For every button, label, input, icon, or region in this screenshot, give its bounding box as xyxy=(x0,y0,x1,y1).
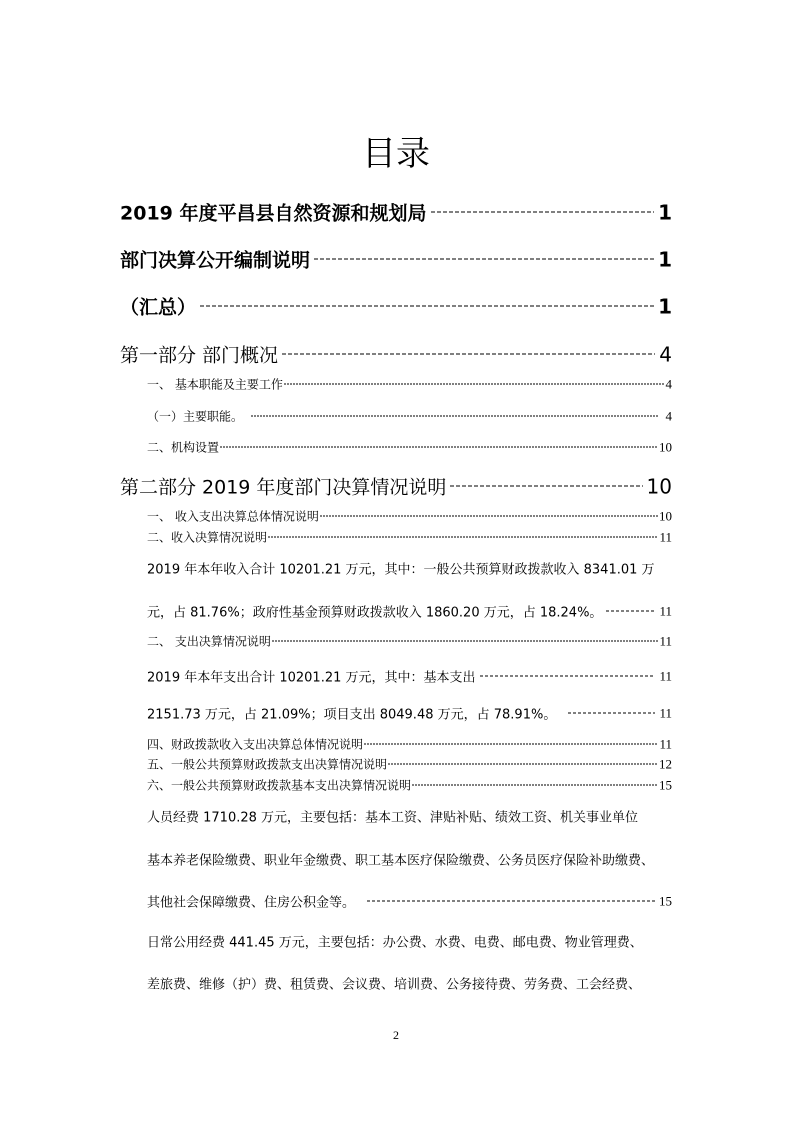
dot-leader xyxy=(268,537,658,538)
toc-entry[interactable] xyxy=(147,756,672,773)
dot-leader xyxy=(282,354,655,355)
toc-entry-text[interactable]: 差旅费、维修（护）费、租赁费、会议费、培训费、公务接待费、劳务费、工会经费、 xyxy=(147,977,642,993)
toc-entry-text: 二、机构设置 xyxy=(147,440,220,455)
toc-entry-text: 元，占 81.76%；政府性基金预算财政拨款收入 1860.20 万元，占 18.24%。 xyxy=(147,605,603,621)
toc-page-number: 4 xyxy=(665,408,672,423)
dot-leader xyxy=(480,676,656,677)
toc-page-number: 4 xyxy=(665,376,672,391)
dot-leader xyxy=(272,641,659,642)
toc-entry[interactable] xyxy=(147,508,672,525)
dot-leader xyxy=(388,764,658,765)
toc-entry[interactable] xyxy=(147,529,672,546)
toc-entry-text: 2151.73 万元，占 21.09%；项目支出 8049.48 万元，占 78.91%。 xyxy=(147,707,557,723)
dot-leader xyxy=(364,744,658,745)
toc-page-number: 11 xyxy=(659,668,672,683)
toc-page-number: 1 xyxy=(658,294,672,318)
toc-page-number: 11 xyxy=(659,736,672,751)
dot-leader xyxy=(251,416,657,417)
toc-page-number: 11 xyxy=(659,529,672,544)
toc-entry[interactable] xyxy=(147,408,672,425)
toc-entry[interactable] xyxy=(147,704,672,723)
toc-page-number: 11 xyxy=(659,705,672,720)
toc-entry[interactable] xyxy=(120,473,672,500)
toc-entry-text: 2019 年度平昌县自然资源和规划局 xyxy=(120,202,427,225)
toc-page-number: 4 xyxy=(659,342,672,366)
toc-entry[interactable] xyxy=(147,667,672,686)
dot-leader xyxy=(320,516,658,517)
toc-page-number: 10 xyxy=(659,508,672,523)
toc-page-number: 10 xyxy=(646,474,672,498)
toc-entry[interactable] xyxy=(147,633,672,650)
toc-entry[interactable] xyxy=(120,293,672,320)
toc-entry[interactable] xyxy=(147,602,672,621)
dot-leader xyxy=(220,447,658,448)
toc-entry-text: 2019 年本年支出合计 10201.21 万元，其中：基本支出 xyxy=(147,670,476,686)
toc-entry-text: 一、 收入支出决算总体情况说明 xyxy=(147,509,319,524)
toc-entry-text: 五、一般公共预算财政拨款支出决算情况说明 xyxy=(147,757,388,772)
toc-entry[interactable] xyxy=(147,736,672,753)
toc-entry-text[interactable]: 日常公用经费 441.45 万元，主要包括：办公费、水费、电费、邮电费、物业管理费、 xyxy=(147,935,643,951)
dot-leader xyxy=(568,713,655,714)
toc-page-number: 1 xyxy=(658,247,672,271)
toc-page-number: 10 xyxy=(659,439,672,454)
toc-entry[interactable] xyxy=(147,892,672,911)
dot-leader xyxy=(200,306,654,307)
dot-leader xyxy=(314,259,654,260)
dot-leader xyxy=(606,611,655,612)
toc-entry-text: 第二部分 2019 年度部门决算情况说明 xyxy=(120,476,447,499)
toc-entry[interactable] xyxy=(120,199,672,226)
toc-page-number: 15 xyxy=(659,893,672,908)
toc-entry-text: 其他社会保障缴费、住房公积金等。 xyxy=(147,895,356,911)
toc-entry-text: （汇总） xyxy=(120,296,197,319)
toc-entry-text: 部门决算公开编制说明 xyxy=(120,249,311,272)
toc-entry[interactable] xyxy=(147,439,672,456)
dot-leader xyxy=(412,785,658,786)
toc-entry-text: 四、财政拨款收入支出决算总体情况说明 xyxy=(147,737,364,752)
toc-page-number: 15 xyxy=(659,777,672,792)
toc-entry-text: 一、 基本职能及主要工作 xyxy=(147,377,283,392)
toc-page-number: 11 xyxy=(659,633,672,648)
toc-entry-text: 六、一般公共预算财政拨款基本支出决算情况说明 xyxy=(147,778,412,793)
toc-entry-text: 二、 支出决算情况说明 xyxy=(147,634,271,649)
dot-leader xyxy=(450,486,642,487)
dot-leader xyxy=(431,212,655,213)
toc-entry-text: 二、收入决算情况说明 xyxy=(147,530,268,545)
toc-entry-text[interactable]: 基本养老保险缴费、职业年金缴费、职工基本医疗保险缴费、公务员医疗保险补助缴费、 xyxy=(147,853,655,869)
toc-entry-text[interactable]: 人员经费 1710.28 万元，主要包括：基本工资、津贴补贴、绩效工资、机关事业单位 xyxy=(147,810,639,826)
page-number: 2 xyxy=(393,1028,399,1042)
toc-page-number: 11 xyxy=(659,603,672,618)
toc-title: 目录 xyxy=(362,134,430,174)
toc-entry-text[interactable]: 2019 年本年收入合计 10201.21 万元，其中：一般公共预算财政拨款收入 8341.01 万 xyxy=(147,562,655,578)
toc-entry-text: 第一部分 部门概况 xyxy=(120,344,279,367)
toc-entry[interactable] xyxy=(147,777,672,794)
toc-page-number: 1 xyxy=(658,200,672,224)
toc-entry[interactable] xyxy=(147,376,672,393)
dot-leader xyxy=(284,384,665,385)
toc-entry[interactable] xyxy=(120,341,672,368)
toc-entry-text: （一）主要职能。 xyxy=(147,409,244,424)
dot-leader xyxy=(367,901,655,902)
toc-page-number: 12 xyxy=(659,756,672,771)
toc-entry[interactable] xyxy=(120,246,672,273)
